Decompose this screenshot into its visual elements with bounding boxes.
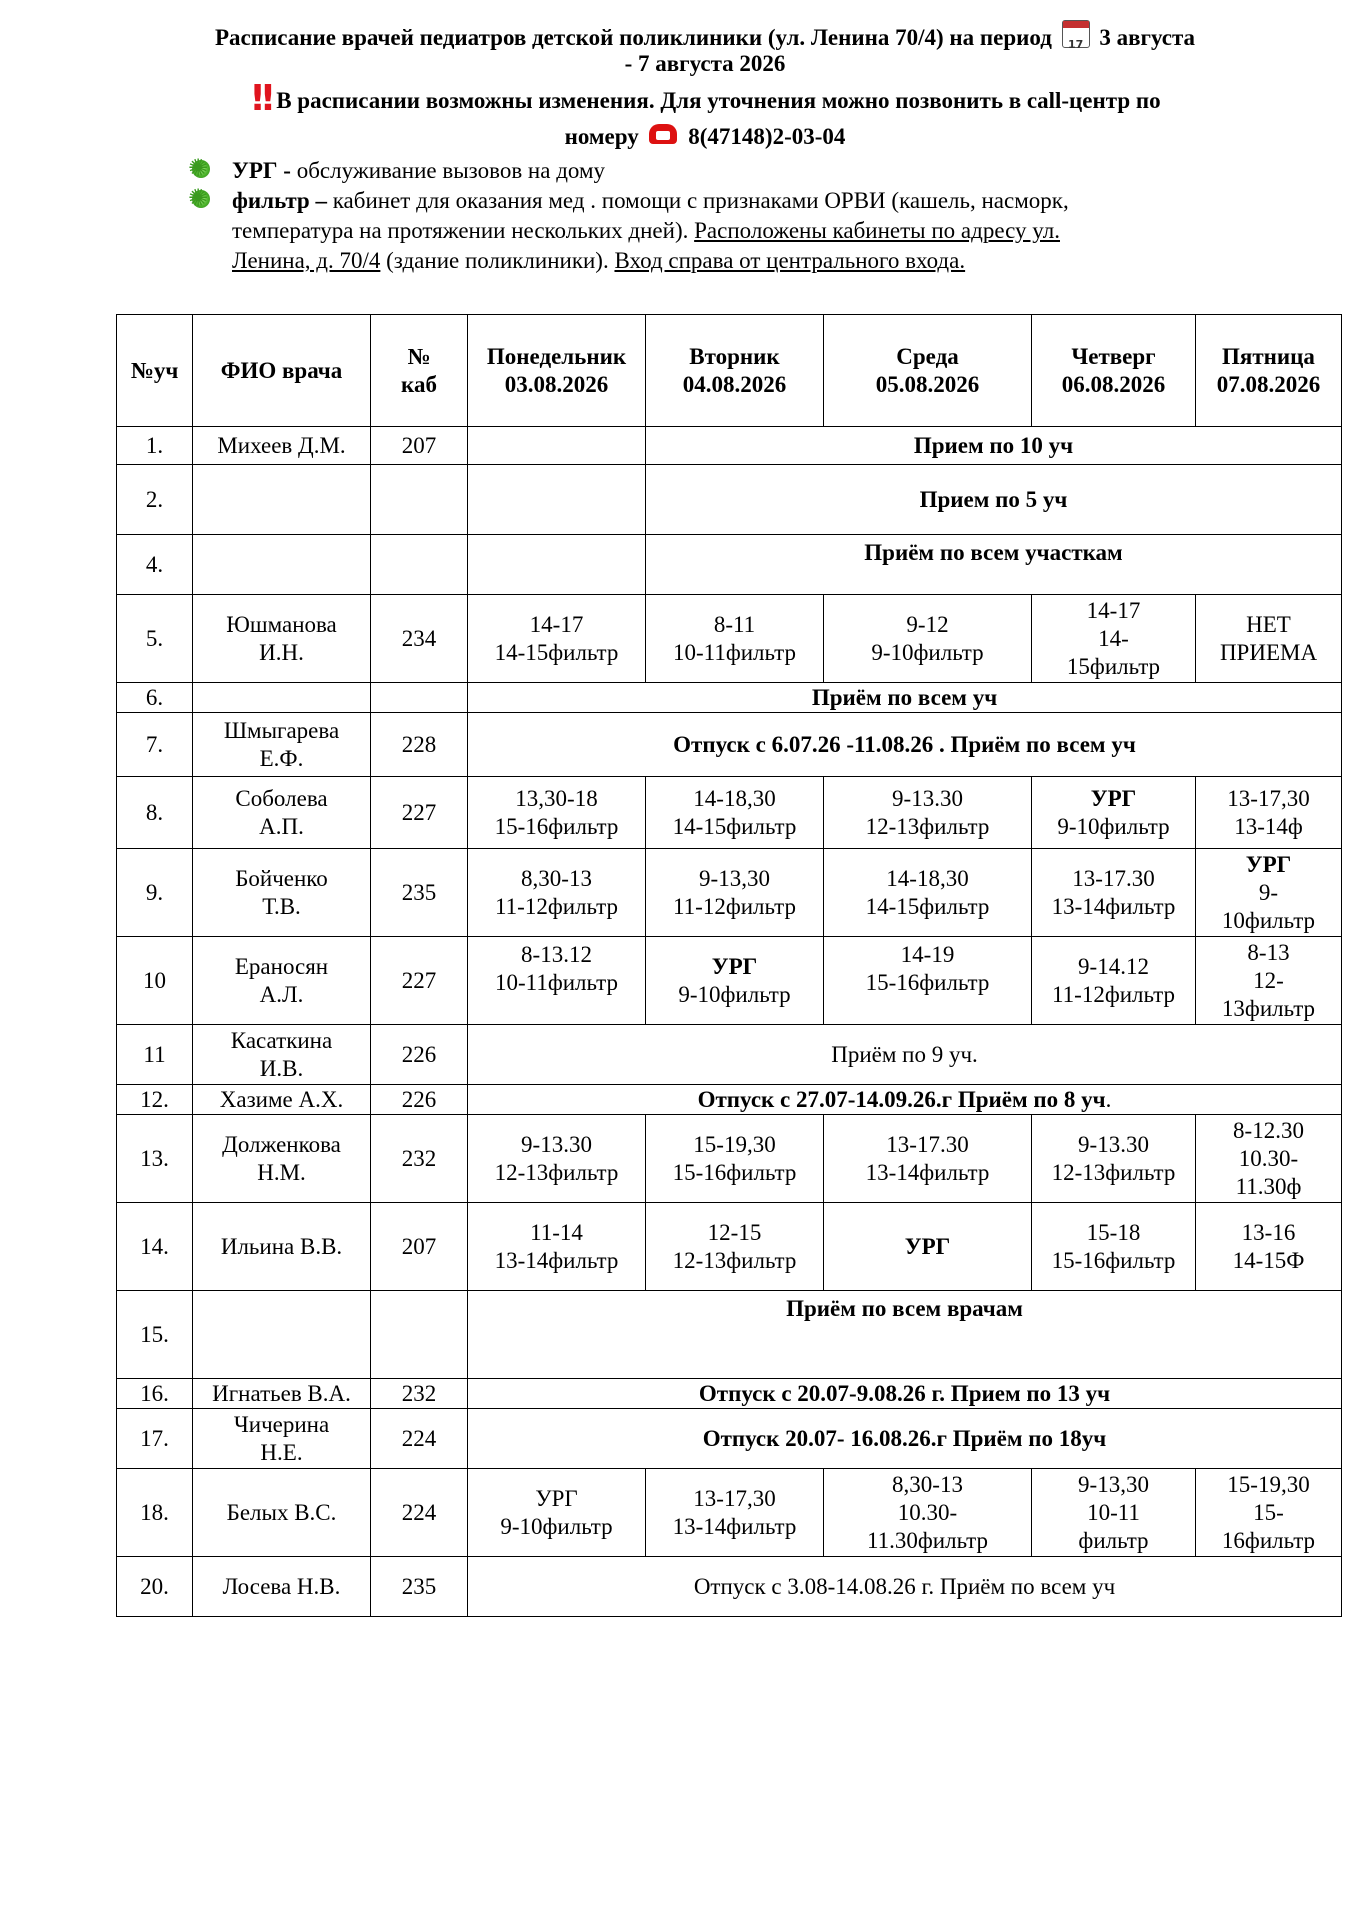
cabinet xyxy=(371,465,468,535)
mon-cell xyxy=(468,427,646,465)
row-num: 14. xyxy=(117,1203,193,1291)
cabinet: 232 xyxy=(371,1115,468,1203)
page-title xyxy=(150,20,1260,52)
doctor-name: Шмыгарева Е.Ф. xyxy=(193,713,371,777)
span-note: Приём по всем уч xyxy=(468,683,1342,713)
cabinet xyxy=(371,1291,468,1379)
cabinet: 224 xyxy=(371,1469,468,1557)
header-row xyxy=(117,315,1342,427)
col-header-cab: № каб xyxy=(371,315,468,427)
doctor-name: Бойченко Т.В. xyxy=(193,849,371,937)
doctor-name: Соболева А.П. xyxy=(193,777,371,849)
mon-cell: 14-17 14-15фильтр xyxy=(468,595,646,683)
cabinet: 207 xyxy=(371,1203,468,1291)
title-date-start: 3 августа xyxy=(1099,25,1196,50)
thu-cell: 14-17 14- 15фильтр xyxy=(1032,595,1196,683)
row-num: 9. xyxy=(117,849,193,937)
fri-cell: УРГ 9- 10фильтр xyxy=(1196,849,1342,937)
phone-label: номеру xyxy=(564,124,639,149)
table-row xyxy=(117,595,1342,683)
col-header-fri: Пятница 07.08.2026 xyxy=(1196,315,1342,427)
mon-cell: 9-13.30 12-13фильтр xyxy=(468,1115,646,1203)
span-note: Прием по 10 уч xyxy=(646,427,1342,465)
span-note: Отпуск с 20.07-9.08.26 г. Прием по 13 уч xyxy=(468,1379,1342,1409)
mon-cell: 13,30-18 15-16фильтр xyxy=(468,777,646,849)
fri-cell: 8-13 12- 13фильтр xyxy=(1196,937,1342,1025)
doctor-name: Белых В.С. xyxy=(193,1469,371,1557)
row-num: 15. xyxy=(117,1291,193,1379)
legend-list xyxy=(232,156,1252,276)
legend-term: УРГ - xyxy=(232,158,291,183)
bullet-icon xyxy=(192,190,210,208)
doctor-name: Михеев Д.М. xyxy=(193,427,371,465)
tue-cell: 13-17,30 13-14фильтр xyxy=(646,1469,824,1557)
cabinet xyxy=(371,535,468,595)
title-text: Расписание врачей педиатров детской поликлиники (ул. Ленина 70/4) на период xyxy=(214,25,1052,50)
row-num: 18. xyxy=(117,1469,193,1557)
mon-cell: УРГ 9-10фильтр xyxy=(468,1469,646,1557)
wed-cell: УРГ xyxy=(824,1203,1032,1291)
tue-cell: 9-13,30 11-12фильтр xyxy=(646,849,824,937)
span-note: Отпуск с 6.07.26 -11.08.26 . Приём по всем уч xyxy=(468,713,1342,777)
row-num: 4. xyxy=(117,535,193,595)
calendar-icon xyxy=(1062,20,1090,48)
row-num: 1. xyxy=(117,427,193,465)
thu-cell: 9-13,30 10-11 фильтр xyxy=(1032,1469,1196,1557)
doctor-name: Юшманова И.Н. xyxy=(193,595,371,683)
doctor-name: Ильина В.В. xyxy=(193,1203,371,1291)
mon-cell xyxy=(468,535,646,595)
cabinet: 224 xyxy=(371,1409,468,1469)
span-note: Отпуск с 27.07-14.09.26.г Приём по 8 уч. xyxy=(468,1085,1342,1115)
cabinet: 235 xyxy=(371,1557,468,1617)
title-date-end: - 7 августа 2026 xyxy=(624,51,786,76)
col-header-tue: Вторник 04.08.2026 xyxy=(646,315,824,427)
row-num: 20. xyxy=(117,1557,193,1617)
wed-cell: 13-17.30 13-14фильтр xyxy=(824,1115,1032,1203)
table-row xyxy=(117,1469,1342,1557)
mon-cell: 8-13.12 10-11фильтр xyxy=(468,937,646,1025)
exclamation-icon: !! xyxy=(249,78,271,119)
wed-cell: 14-18,30 14-15фильтр xyxy=(824,849,1032,937)
table-row xyxy=(117,427,1342,465)
row-num: 11 xyxy=(117,1025,193,1085)
fri-cell: 13-16 14-15Ф xyxy=(1196,1203,1342,1291)
row-num: 17. xyxy=(117,1409,193,1469)
doctor-name xyxy=(193,535,371,595)
table-row xyxy=(117,1085,1342,1115)
schedule-table xyxy=(116,314,1342,1617)
doctor-name xyxy=(193,1291,371,1379)
row-num: 6. xyxy=(117,683,193,713)
legend-desc: (здание поликлиники). xyxy=(380,248,615,273)
row-num: 2. xyxy=(117,465,193,535)
table-row xyxy=(117,849,1342,937)
col-header-mon: Понедельник 03.08.2026 xyxy=(468,315,646,427)
doctor-name: Лосева Н.В. xyxy=(193,1557,371,1617)
table-row xyxy=(117,1203,1342,1291)
fri-cell: НЕТ ПРИЕМА xyxy=(1196,595,1342,683)
row-num: 5. xyxy=(117,595,193,683)
table-row xyxy=(117,535,1342,595)
mon-cell: 11-14 13-14фильтр xyxy=(468,1203,646,1291)
tue-cell: 15-19,30 15-16фильтр xyxy=(646,1115,824,1203)
cabinet: 207 xyxy=(371,427,468,465)
fri-cell: 8-12.30 10.30- 11.30ф xyxy=(1196,1115,1342,1203)
row-num: 16. xyxy=(117,1379,193,1409)
table-row xyxy=(117,1379,1342,1409)
table-row xyxy=(117,1557,1342,1617)
tue-cell: 12-15 12-13фильтр xyxy=(646,1203,824,1291)
telephone-icon xyxy=(649,124,677,144)
cabinet: 232 xyxy=(371,1379,468,1409)
legend-desc: обслуживание вызовов на дому xyxy=(290,158,606,183)
table-row xyxy=(117,1115,1342,1203)
table-row xyxy=(117,1025,1342,1085)
wed-cell: 9-12 9-10фильтр xyxy=(824,595,1032,683)
row-num: 8. xyxy=(117,777,193,849)
row-num: 10 xyxy=(117,937,193,1025)
wed-cell: 8,30-13 10.30- 11.30фильтр xyxy=(824,1469,1032,1557)
span-note: Отпуск 20.07- 16.08.26.г Приём по 18уч xyxy=(468,1409,1342,1469)
cabinet: 228 xyxy=(371,713,468,777)
span-note: Приём по 9 уч. xyxy=(468,1025,1342,1085)
table-row xyxy=(117,713,1342,777)
phone-line xyxy=(140,118,1270,156)
row-num: 12. xyxy=(117,1085,193,1115)
col-header-thu: Четверг 06.08.2026 xyxy=(1032,315,1196,427)
span-note: Отпуск с 3.08-14.08.26 г. Приём по всем уч xyxy=(468,1557,1342,1617)
thu-cell: 13-17.30 13-14фильтр xyxy=(1032,849,1196,937)
wed-cell: 9-13.30 12-13фильтр xyxy=(824,777,1032,849)
col-header-name: ФИО врача xyxy=(193,315,371,427)
legend-address: Расположены кабинеты по адресу ул. xyxy=(694,218,1060,243)
doctor-name xyxy=(193,465,371,535)
warning-text: В расписании возможны изменения. Для уточнения можно позвонить в call-центр по xyxy=(276,88,1161,113)
span-note: Приём по всем врачам xyxy=(468,1291,1342,1379)
doctor-name: Касаткина И.В. xyxy=(193,1025,371,1085)
thu-cell: 9-14.12 11-12фильтр xyxy=(1032,937,1196,1025)
cabinet: 227 xyxy=(371,937,468,1025)
doctor-name: Долженкова Н.М. xyxy=(193,1115,371,1203)
span-note: Прием по 5 уч xyxy=(646,465,1342,535)
warning-line xyxy=(140,80,1270,120)
doctor-name: Игнатьев В.А. xyxy=(193,1379,371,1409)
legend-address: Ленина, д. 70/4 xyxy=(232,248,381,273)
thu-cell: 15-18 15-16фильтр xyxy=(1032,1203,1196,1291)
col-header-num: №уч xyxy=(117,315,193,427)
cabinet: 226 xyxy=(371,1025,468,1085)
cabinet xyxy=(371,683,468,713)
wed-cell: 14-19 15-16фильтр xyxy=(824,937,1032,1025)
mon-cell: 8,30-13 11-12фильтр xyxy=(468,849,646,937)
fri-cell: 15-19,30 15- 16фильтр xyxy=(1196,1469,1342,1557)
cabinet: 234 xyxy=(371,595,468,683)
cabinet: 226 xyxy=(371,1085,468,1115)
legend-desc: температура на протяжении нескольких дней). xyxy=(232,218,689,243)
doctor-name: Чичерина Н.Е. xyxy=(193,1409,371,1469)
tue-cell: УРГ 9-10фильтр xyxy=(646,937,824,1025)
mon-cell xyxy=(468,465,646,535)
thu-cell: УРГ 9-10фильтр xyxy=(1032,777,1196,849)
doctor-name: Хазиме А.Х. xyxy=(193,1085,371,1115)
phone-number: 8(47148)2-03-04 xyxy=(688,124,846,149)
cabinet: 227 xyxy=(371,777,468,849)
cabinet: 235 xyxy=(371,849,468,937)
table-row xyxy=(117,1291,1342,1379)
table-row xyxy=(117,683,1342,713)
table-row xyxy=(117,465,1342,535)
tue-cell: 8-11 10-11фильтр xyxy=(646,595,824,683)
doctor-name xyxy=(193,683,371,713)
doctor-name: Ераносян А.Л. xyxy=(193,937,371,1025)
legend-desc: кабинет для оказания мед . помощи с признаками ОРВИ (кашель, насморк, xyxy=(326,188,1069,213)
legend-item-filter xyxy=(232,186,1252,276)
row-num: 7. xyxy=(117,713,193,777)
legend-entrance: Вход справа от центрального входа. xyxy=(614,248,966,273)
table-row xyxy=(117,937,1342,1025)
fri-cell: 13-17,30 13-14ф xyxy=(1196,777,1342,849)
bullet-icon xyxy=(192,160,210,178)
table-row xyxy=(117,777,1342,849)
legend-term: фильтр – xyxy=(232,188,327,213)
legend-item-urg xyxy=(232,156,1252,186)
col-header-wed: Среда 05.08.2026 xyxy=(824,315,1032,427)
table-row xyxy=(117,1409,1342,1469)
thu-cell: 9-13.30 12-13фильтр xyxy=(1032,1115,1196,1203)
span-note: Приём по всем участкам xyxy=(646,535,1342,595)
tue-cell: 14-18,30 14-15фильтр xyxy=(646,777,824,849)
row-num: 13. xyxy=(117,1115,193,1203)
